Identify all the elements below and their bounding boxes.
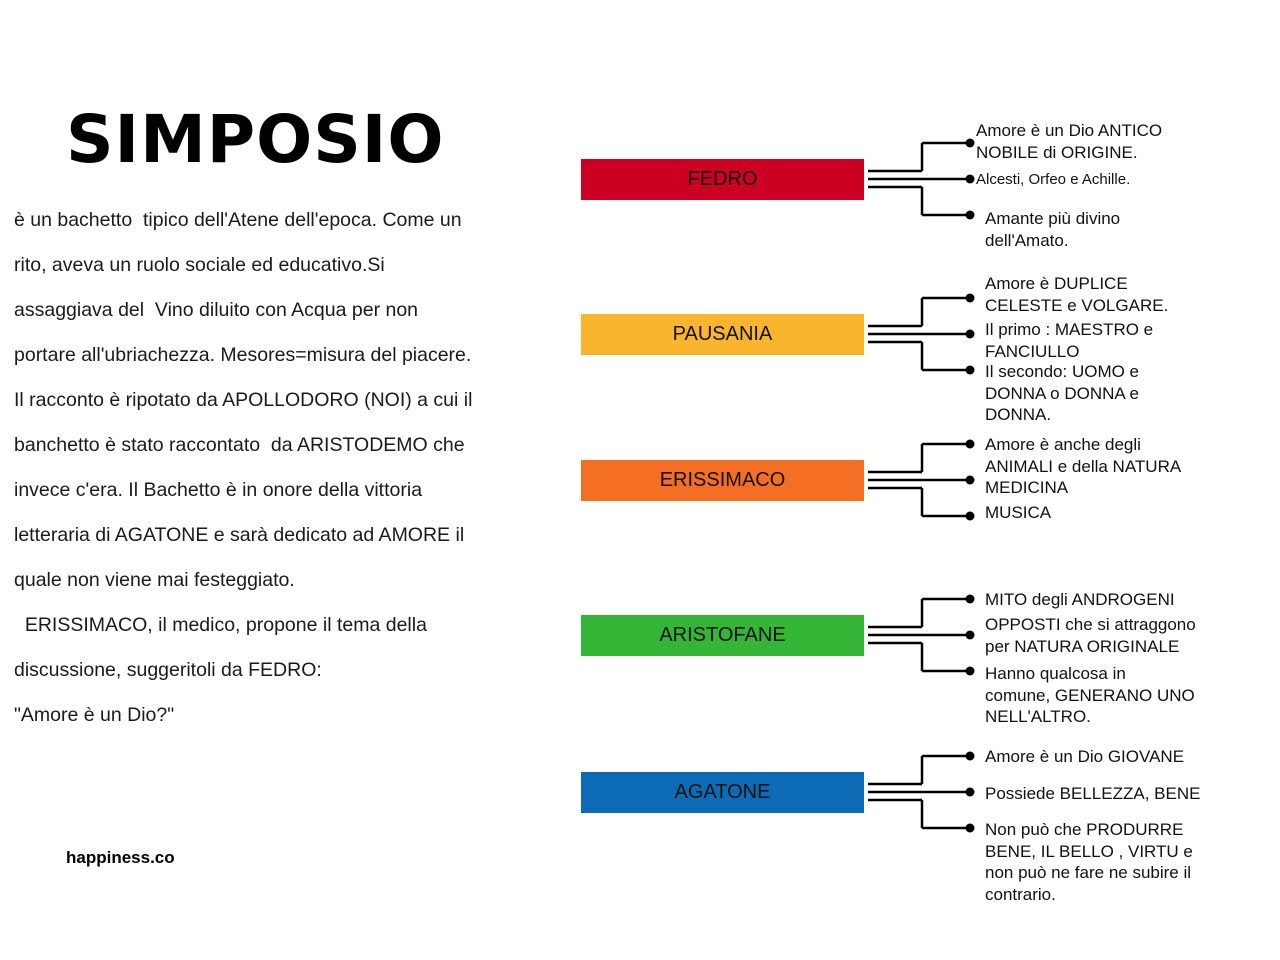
bullet-dot	[966, 788, 975, 797]
bullet-dot	[966, 631, 975, 640]
point-aristofane-3: Hanno qualcosa in comune, GENERANO UNO NELL'ALTRO.	[985, 664, 1195, 726]
point-agatone-3: Non può che PRODURRE BENE, IL BELLO , VIRTU e non può ne fare ne subire il contrario.	[985, 820, 1193, 904]
speaker-name: PAUSANIA	[672, 323, 773, 345]
point-pausania-3: Il secondo: UOMO e DONNA o DONNA e DONNA.	[985, 362, 1140, 424]
bullet-dot	[966, 440, 975, 449]
bullet-dot	[966, 211, 975, 220]
point-fedro-1: Amore è un Dio ANTICO NOBILE di ORIGINE.	[976, 121, 1163, 162]
speaker-name: FEDRO	[687, 168, 758, 190]
speaker-name: AGATONE	[674, 781, 771, 803]
point-fedro-3: Amante più divino dell'Amato.	[985, 209, 1121, 250]
point-erissimaco-2: MEDICINA	[985, 478, 1069, 497]
bullet-dot	[966, 366, 975, 375]
brand-label: happiness.co	[66, 848, 175, 867]
point-fedro-2: Alcesti, Orfeo e Achille.	[976, 171, 1131, 188]
point-erissimaco-1: Amore è anche degli ANIMALI e della NATURA	[985, 435, 1182, 476]
bullet-dot	[966, 752, 975, 761]
bullet-dot	[966, 667, 975, 676]
point-erissimaco-3: MUSICA	[985, 503, 1052, 522]
bullet-dot	[966, 824, 975, 833]
page-title: SIMPOSIO	[66, 101, 445, 178]
bullet-dot	[966, 294, 975, 303]
speaker-name: ERISSIMACO	[659, 469, 786, 491]
bullet-dot	[966, 595, 975, 604]
bullet-dot	[966, 330, 975, 339]
speaker-name: ARISTOFANE	[659, 624, 786, 646]
bullet-dot	[966, 512, 975, 521]
bullet-dot	[966, 175, 975, 184]
bullet-dot	[966, 139, 975, 148]
point-aristofane-2: OPPOSTI che si attraggono per NATURA ORIGINALE	[985, 615, 1196, 656]
point-agatone-1: Amore è un Dio GIOVANE	[985, 747, 1185, 766]
point-pausania-2: Il primo : MAESTRO e FANCIULLO	[985, 320, 1154, 361]
intro-text: è un bachetto tipico dell'Atene dell'epoca. Come un rito, aveva un ruolo sociale ed educativo.Si assaggiava del Vino diluito con Acqua per non portare all'ubriachezza. Mesores=misura del piacere. Il racconto è ripotato da APOLLODORO (NOI) a cui il banchetto è stato raccontato da ARISTODEMO che invece c'era. Il Bachetto è in onore della vittoria letteraria di AGATONE e sarà dedicato ad AMORE il quale non viene mai festeggiato. ERISSIMACO, il medico, propone il tema della discussione, suggeritoli da FEDRO: "Amore è un Dio?"	[14, 209, 473, 726]
point-aristofane-1: MITO degli ANDROGENI	[985, 590, 1175, 609]
bullet-dot	[966, 476, 975, 485]
point-agatone-2: Possiede BELLEZZA, BENE	[985, 784, 1201, 803]
point-pausania-1: Amore è DUPLICE CELESTE e VOLGARE.	[985, 274, 1169, 315]
